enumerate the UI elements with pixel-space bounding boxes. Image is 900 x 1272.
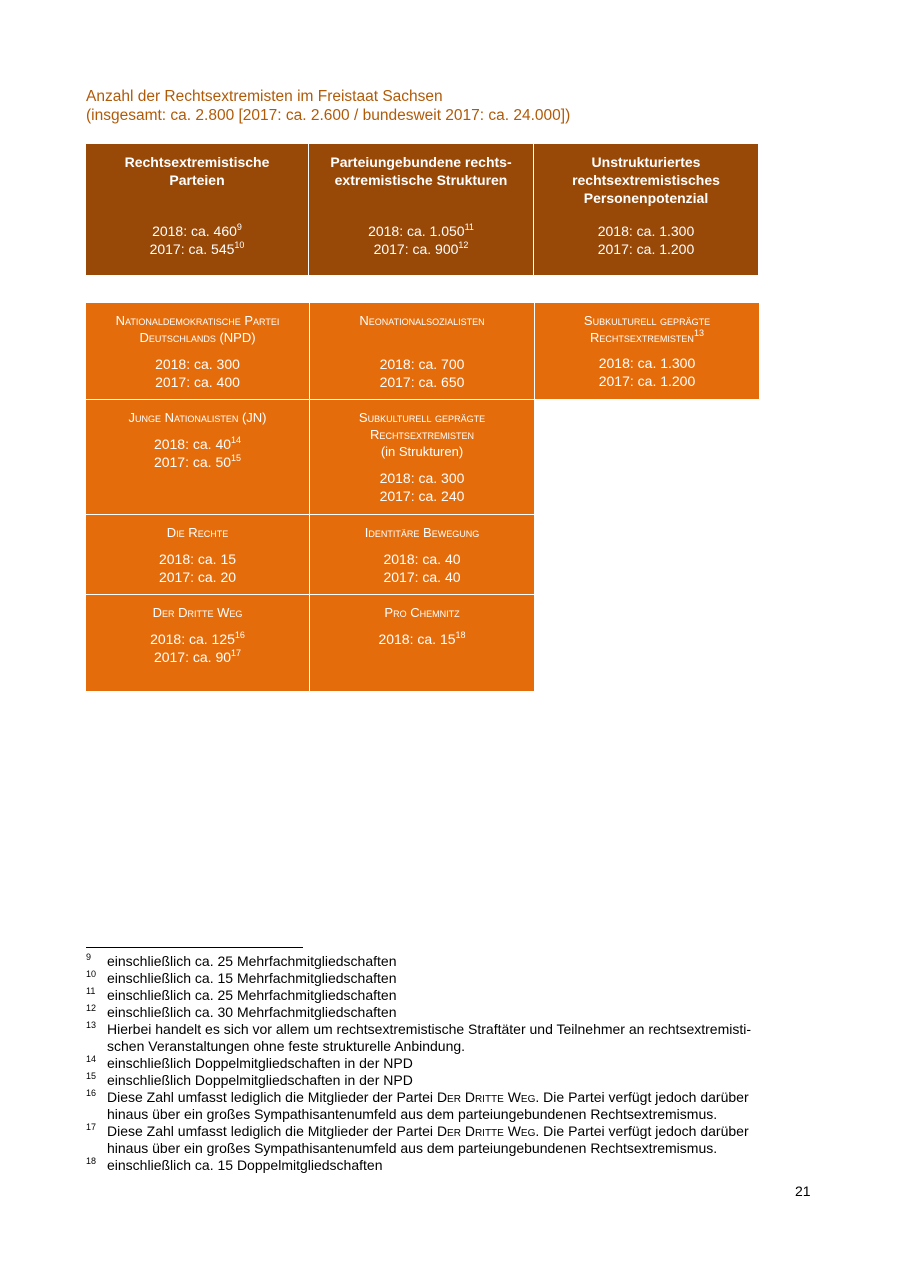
- org-name: Junge Nationalisten (JN): [128, 410, 267, 425]
- party-name: Der Dritte Weg: [436, 1123, 536, 1139]
- header-cell-unstrukturiert: [534, 144, 758, 275]
- footnote-text: einschließlich Doppelmitgliedschaften in der NPD: [107, 1072, 413, 1088]
- title-line-1: Anzahl der Rechtsextremisten im Freistaat Sachsen: [86, 88, 443, 105]
- org-name: [310, 400, 534, 460]
- value-2018: 2018: ca. 40: [153, 436, 232, 452]
- header-values: [309, 222, 533, 258]
- value-2018: 2018: ca. 300: [155, 356, 240, 372]
- value-2017: 2017: ca. 650: [379, 374, 465, 390]
- org-name: Die Rechte: [166, 525, 229, 540]
- org-values: [86, 355, 309, 391]
- value-2018: 2018: ca. 1.050: [368, 223, 465, 239]
- footnote-text-cont: schen Veranstaltungen ohne feste strukturelle Anbindung.: [107, 1038, 466, 1054]
- footnote-number: 9: [86, 952, 92, 962]
- org-name: Pro Chemnitz: [384, 605, 460, 620]
- value-2017: 2017: ca. 90: [153, 649, 232, 665]
- value-2017: 2017: ca. 900: [373, 241, 459, 257]
- value-2017: 2017: ca. 240: [379, 488, 465, 504]
- footnote-text-post: . Die Partei verfügt jedoch darüber: [535, 1123, 749, 1139]
- value-2017: 2017: ca. 20: [158, 569, 237, 585]
- footnote: [86, 1072, 816, 1089]
- footnote: [86, 1123, 816, 1157]
- header-cell-parteien: [86, 144, 308, 275]
- footnote-text: einschließlich ca. 15 Mehrfachmitgliedschaften: [107, 970, 397, 986]
- footnote-ref: 10: [234, 240, 245, 250]
- footnote-text: [107, 1089, 816, 1106]
- footnote: [86, 1021, 816, 1055]
- header-label: Unstrukturiertes rechtsextremistisches Personenpotenzial: [572, 154, 720, 206]
- value-2018: 2018: ca. 460: [152, 223, 237, 239]
- footnote-number: 15: [86, 1071, 97, 1081]
- value-2018: 2018: ca. 300: [379, 470, 465, 486]
- org-name: Neonationalsozialisten: [359, 313, 485, 328]
- org-values: [310, 469, 534, 505]
- page-number: 21: [795, 1183, 811, 1199]
- footnote-number: 17: [86, 1122, 97, 1132]
- value-2018: 2018: ca. 700: [379, 356, 465, 372]
- footnote-number: 16: [86, 1088, 97, 1098]
- footnote-ref: 14: [231, 435, 242, 445]
- footnote-text: einschließlich Doppelmitgliedschaften in der NPD: [107, 1055, 413, 1071]
- footnote-ref: 15: [231, 453, 242, 463]
- footnote-ref: 17: [231, 648, 242, 658]
- footnote: [86, 1055, 816, 1072]
- header-values: [86, 222, 308, 258]
- title-line-2: (insgesamt: ca. 2.800 [2017: ca. 2.600 / bundesweit 2017: ca. 24.000]): [86, 107, 571, 124]
- footnote-number: 10: [86, 969, 97, 979]
- org-cell-neonationalsozialisten: [310, 303, 534, 399]
- org-values: [86, 630, 309, 666]
- footnote-number: 11: [86, 986, 96, 996]
- footnote-divider: [86, 947, 303, 948]
- value-2018: 2018: ca. 40: [383, 551, 461, 567]
- org-values: [86, 435, 309, 471]
- party-name: Der Dritte Weg: [436, 1089, 536, 1105]
- org-cell-jn: [86, 400, 309, 514]
- footnote-text: einschließlich ca. 25 Mehrfachmitgliedschaften: [107, 987, 397, 1003]
- footnote-ref: 9: [236, 222, 242, 232]
- footnote-ref: 12: [458, 240, 469, 250]
- value-2017: 2017: ca. 400: [155, 374, 240, 390]
- value-2018: 2018: ca. 1.300: [597, 223, 695, 239]
- org-cell-subkulturell-strukturen: [310, 400, 534, 514]
- footnote-number: 12: [86, 1003, 97, 1013]
- org-name-sub: (in Strukturen): [380, 444, 464, 459]
- value-2017: 2017: ca. 40: [383, 569, 461, 585]
- org-cell-der-dritte-weg: [86, 595, 309, 691]
- footnote-text: Hierbei handelt es sich vor allem um rechtsextremistische Straftäter und Teilnehmer an rechtsextremisti-: [107, 1021, 751, 1037]
- footnote-number: 18: [86, 1156, 97, 1166]
- org-values: [535, 354, 759, 390]
- footnote-text-cont: hinaus über ein großes Sympathisantenumfeld aus dem parteiungebundenen Rechtsextremismus.: [107, 1140, 718, 1156]
- value-2018: 2018: ca. 15: [158, 551, 237, 567]
- org-name: Der Dritte Weg: [152, 605, 243, 620]
- footnote: [86, 1157, 816, 1174]
- footnote-text: einschließlich ca. 30 Mehrfachmitgliedschaften: [107, 1004, 397, 1020]
- footnote-ref: 16: [234, 630, 245, 640]
- org-values: [310, 630, 534, 648]
- footnote: [86, 1089, 816, 1123]
- org-name: [535, 303, 759, 346]
- org-cell-subkulturell: [535, 303, 759, 399]
- footnote-text-pre: Diese Zahl umfasst lediglich die Mitglieder der Partei: [107, 1123, 437, 1139]
- value-2017: 2017: ca. 1.200: [597, 241, 695, 257]
- org-cell-identitaere-bewegung: [310, 515, 534, 594]
- value-2017: 2017: ca. 50: [153, 454, 232, 470]
- value-2018: 2018: ca. 15: [378, 631, 456, 647]
- org-name-text: Subkulturell geprägte Rechtsextremisten: [358, 410, 486, 442]
- footnote-ref: 11: [464, 222, 474, 232]
- footnote-text-cont: hinaus über ein großes Sympathisantenumfeld aus dem parteiungebundenen Rechtsextremismus.: [107, 1106, 718, 1122]
- footnote: [86, 987, 816, 1004]
- chart-title: [86, 87, 570, 125]
- org-cell-die-rechte: [86, 515, 309, 594]
- org-name-text: Subkulturell geprägte Rechtsextremisten: [583, 313, 711, 345]
- org-cell-pro-chemnitz: [310, 595, 534, 691]
- footnote: [86, 1004, 816, 1021]
- footnote-text: einschließlich ca. 25 Mehrfachmitgliedschaften: [107, 953, 397, 969]
- footnote-number: 13: [86, 1020, 97, 1030]
- footnote-text: einschließlich ca. 15 Doppelmitgliedschaften: [107, 1157, 383, 1173]
- org-name: Identitäre Bewegung: [364, 525, 480, 540]
- org-values: [86, 550, 309, 586]
- org-values: [310, 355, 534, 391]
- value-2018: 2018: ca. 125: [150, 631, 235, 647]
- header-label: Parteiungebundene rechts-extremistische Strukturen: [330, 154, 512, 188]
- header-cell-strukturen: [309, 144, 533, 275]
- org-values: [310, 550, 534, 586]
- footnote-text-post: . Die Partei verfügt jedoch darüber: [535, 1089, 749, 1105]
- footnote-ref: 13: [693, 328, 704, 338]
- footnote-text-pre: Diese Zahl umfasst lediglich die Mitglieder der Partei: [107, 1089, 437, 1105]
- header-values: [534, 222, 758, 258]
- footnote-number: 14: [86, 1054, 97, 1064]
- org-name: Nationaldemokratische Partei Deutschlands (NPD): [115, 313, 280, 345]
- footnote-text: [107, 1123, 816, 1140]
- value-2017: 2017: ca. 545: [149, 241, 235, 257]
- value-2017: 2017: ca. 1.200: [598, 373, 696, 389]
- org-cell-npd: [86, 303, 309, 399]
- footnote: [86, 970, 816, 987]
- footnote-ref: 18: [455, 630, 466, 640]
- value-2018: 2018: ca. 1.300: [598, 355, 696, 371]
- header-label: Rechtsextremistische Parteien: [124, 154, 270, 188]
- footnote: [86, 953, 816, 970]
- footnotes: [86, 953, 816, 1174]
